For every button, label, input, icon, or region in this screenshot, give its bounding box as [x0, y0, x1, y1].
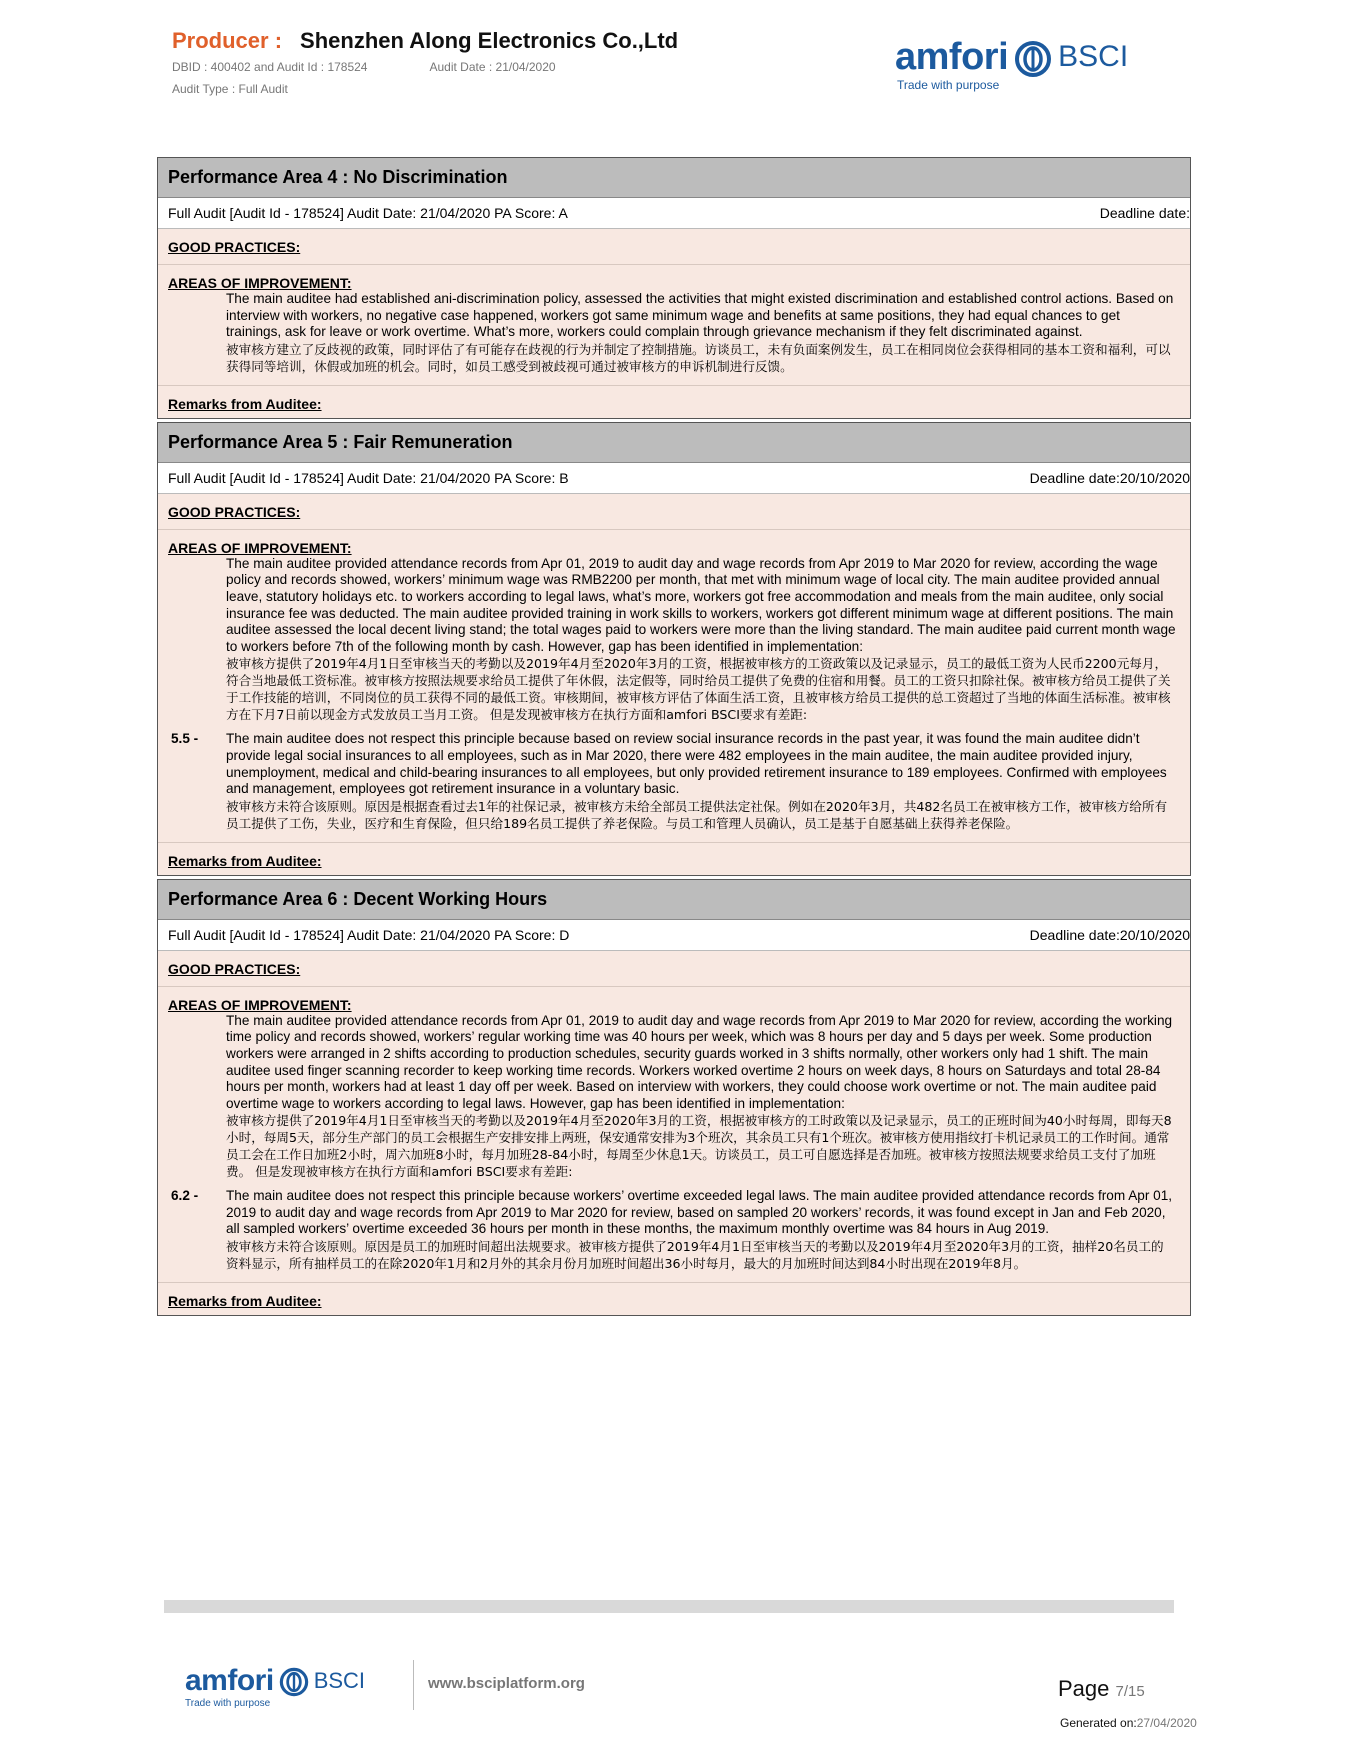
- good-practices: [158, 494, 1190, 530]
- footer-divider-bar: [164, 1600, 1174, 1613]
- audit-date: Audit Date : 21/04/2020: [429, 60, 556, 74]
- logo-tagline: Trade with purpose: [897, 78, 1000, 92]
- good-practices-label: GOOD PRACTICES:: [168, 960, 301, 977]
- footer-separator: [413, 1660, 414, 1710]
- dbid: DBID : 400402 and Audit Id : 178524: [172, 60, 368, 74]
- finding-row: [158, 1188, 1190, 1272]
- finding-row: [158, 731, 1190, 831]
- good-practices: [158, 951, 1190, 987]
- finding-zh: 被审核方未符合该原则。原因是根据查看过去1年的社保记录，被审核方未给全部员工提供法定社保。例如在2020年3月，共482名员工在被审核方工作，被审核方给所有员工提供了工伤，失业，医疗和生育保险，但只给189名员工提供了养老保险。与员工和管理人员确认，员工是基于自愿基础上获得养老保险。: [226, 798, 1168, 831]
- generated-on: [1060, 1716, 1197, 1730]
- finding-en: The main auditee does not respect this principle because based on review social insurance records in the past year, it was found the main auditee didn’t provide legal social insurances to all employees, such as in Mar 2020, there were 482 employees in the main auditee, the main auditee provided injury, unemployment, medical and child-bearing insurances to all employees, but only provided retirement insurance to 189 employees. Confirmed with employees and management, employees got retirement insurance in a voluntary basic.: [226, 731, 1167, 797]
- logo-bsci: BSCI: [313, 1668, 366, 1693]
- footer-amfori-bsci-logo: [185, 1666, 375, 1716]
- pa-info-text: Full Audit [Audit Id - 178524] Audit Date: 21/04/2020 PA Score: D: [168, 926, 570, 943]
- pa-deadline: Deadline date:: [1099, 205, 1190, 221]
- producer-label: Producer :: [172, 28, 283, 53]
- finding-en: The main auditee does not respect this principle because workers’ overtime exceeded legal laws. The main auditee provided attendance records from Apr 01, 2019 to audit day and wage records from Apr 2019 to Mar 2020 for review, based on sampled 20 workers’ records, it was found except in Jan and Feb 2020, all sampled workers’ overtime exceeded 36 hours per month in these months, the maximum monthly overtime was 84 hours in Aug 2019.: [226, 1188, 1173, 1237]
- good-practices-label: GOOD PRACTICES:: [168, 503, 301, 520]
- page-number: 7/15: [1115, 1683, 1145, 1700]
- page-indicator: [1058, 1676, 1145, 1702]
- pa-audit-info: [158, 198, 1190, 229]
- remarks-label: Remarks from Auditee:: [168, 395, 322, 412]
- intro-zh: 被审核方建立了反歧视的政策，同时评估了有可能存在歧视的行为并制定了控制措施。访谈员工，未有负面案例发生，员工在相同岗位会获得相同的基本工资和福利，可以获得同等培训，休假或加班的机会。同时，如员工感受到被歧视可通过被审核方的申诉机制进行反馈。: [226, 341, 1171, 374]
- areas-of-improvement-label: AREAS OF IMPROVEMENT:: [168, 539, 352, 556]
- logo-tagline: Trade with purpose: [185, 1698, 271, 1709]
- remarks-from-auditee: [158, 386, 1190, 418]
- good-practices-label: GOOD PRACTICES:: [168, 239, 301, 255]
- generated-label: Generated on:: [1060, 1716, 1137, 1730]
- performance-area-6: [157, 879, 1191, 1316]
- intro-en: The main auditee provided attendance records from Apr 01, 2019 to audit day and wage records from Apr 2019 to Mar 2020 for review, according the wage policy and records showed, workers’ minimum wage was RMB2200 per month, that met with minimum wage of local city. The main auditee provided annual leave, statutory holidays etc. to workers according to legal laws, what’s more, workers got free accommodation and meals from the main auditee, only social insurance fee was deducted. The main auditee provided training in work skills to workers, workers got different minimum wage at different positions. The main auditee assessed the local decent living stand; the total wages paid to workers were more than the living standard. The main auditee paid current month wage to workers before 7th of the following month by cash. However, gap has been identified in implementation:: [226, 555, 1176, 654]
- producer-name: Shenzhen Along Electronics Co.,Ltd: [300, 28, 679, 53]
- page-label: Page: [1058, 1676, 1110, 1701]
- remarks-from-auditee: [158, 843, 1190, 875]
- generated-date: 27/04/2020: [1136, 1716, 1197, 1730]
- pa-deadline: Deadline date:20/10/2020: [1029, 469, 1190, 486]
- finding-number: 6.2 -: [171, 1188, 199, 1204]
- logo-ring-icon: [1014, 40, 1052, 78]
- pa-audit-info: [158, 463, 1190, 494]
- areas-of-improvement: [158, 987, 1190, 1283]
- pa-title: Performance Area 6 : Decent Working Hours: [158, 880, 1190, 920]
- pa-title: Performance Area 4 : No Discrimination: [158, 158, 1190, 198]
- audit-type: Audit Type : Full Audit: [172, 82, 288, 96]
- intro-en: The main auditee provided attendance records from Apr 01, 2019 to audit day and wage records from Apr 2019 to Mar 2020 for review, according the working time policy and records showed, workers’ regular working time was 40 hours per week, which was 8 hours per day and 5 days per week. Some production workers were arranged in 2 shifts according to production schedules, security guards worked in 3 shifts normally, other workers only had 1 shift. The main auditee used finger scanning recorder to keep working time records. Workers worked overtime 2 hours on week days, 8 hours on Saturdays and total 28-84 hours per month, workers had at least 1 day off per week. Based on interview with workers, they could choose work overtime or not. The main auditee paid overtime wage to workers according to legal laws. However, gap has been identified in implementation:: [226, 1012, 1173, 1111]
- intro-en: The main auditee had established ani-discrimination policy, assessed the activities that might existed discrimination and established control actions. Based on interview with workers, no negative case happened, workers got same minimum wage and benefits at same positions, they had equal chances to get trainings, ask for leave or work overtime. What’s more, workers could complain through grievance mechanism if they felt discriminated against.: [226, 291, 1174, 340]
- remarks-label: Remarks from Auditee:: [168, 852, 322, 869]
- remarks-label: Remarks from Auditee:: [168, 1293, 322, 1310]
- logo-ring-icon: [279, 1667, 309, 1697]
- areas-of-improvement-label: AREAS OF IMPROVEMENT:: [168, 996, 352, 1013]
- performance-area-5: [157, 422, 1191, 876]
- performance-areas: [157, 157, 1191, 1319]
- amfori-bsci-logo: [895, 38, 1145, 94]
- pa-deadline: Deadline date:20/10/2020: [1029, 926, 1190, 943]
- good-practices: [158, 229, 1190, 265]
- intro-zh: 被审核方提供了2019年4月1日至审核当天的考勤以及2019年4月至2020年3月的工资，根据被审核方的工资政策以及记录显示，员工的最低工资为人民币2200元每月，符合当地最低工资标准。被审核方按照法规要求给员工提供了年休假，法定假等，同时给员工提供了免费的住宿和用餐。员工的工资只扣除社保。被审核方给员工提供了关于工作技能的培训，不同岗位的员工获得不同的最低工资。审核期间，被审核方评估了体面生活工资，且被审核方给员工提供的总工资超过了当地的体面生活标准。被审核方在下月7日前以现金方式发放员工当月工资。 但是发现被审核方在执行方面和amfori BSCI要求有差距:: [226, 656, 1171, 723]
- pa-info-text: Full Audit [Audit Id - 178524] Audit Date: 21/04/2020 PA Score: B: [168, 469, 569, 486]
- intro-zh: 被审核方提供了2019年4月1日至审核当天的考勤以及2019年4月至2020年3月的工资，根据被审核方的工时政策以及记录显示，员工的正班时间为40小时每周，即每天8小时，每周5天，部分生产部门的员工会根据生产安排安排上两班，保安通常安排为3个班次，其余员工只有1个班次。被审核方使用指纹打卡机记录员工的工作时间。通常员工会在工作日加班2小时，周六加班8小时，每月加班28-84小时，每周至少休息1天。访谈员工，员工可自愿选择是否加班。被审核方按照法规要求给员工支付了加班费。 但是发现被审核方在执行方面和amfori BSCI要求有差距:: [226, 1113, 1172, 1180]
- logo-word: amfori: [895, 36, 1009, 78]
- pa-title: Performance Area 5 : Fair Remuneration: [158, 423, 1190, 463]
- finding-zh: 被审核方未符合该原则。原因是员工的加班时间超出法规要求。被审核方提供了2019年4月1日至审核当天的考勤以及2019年4月至2020年3月的工资，抽样20名员工的资料显示，所有抽样员工的在除2020年1月和2月外的其余月份月加班时间超出36小时每月，最大的月加班时间达到84小时出现在2019年8月。: [226, 1239, 1164, 1272]
- audit-meta: [172, 60, 556, 74]
- pa-info-text: Full Audit [Audit Id - 178524] Audit Date: 21/04/2020 PA Score: A: [168, 205, 568, 221]
- performance-area-4: [157, 157, 1191, 419]
- areas-of-improvement: [158, 530, 1190, 843]
- logo-bsci: BSCI: [1058, 40, 1129, 73]
- finding-number: 5.5 -: [171, 731, 199, 747]
- areas-of-improvement: [158, 265, 1190, 386]
- remarks-from-auditee: [158, 1283, 1190, 1315]
- producer-line: [172, 28, 678, 54]
- logo-word: amfori: [185, 1664, 274, 1697]
- pa-audit-info: [158, 920, 1190, 951]
- areas-of-improvement-label: AREAS OF IMPROVEMENT:: [168, 275, 352, 291]
- footer-url[interactable]: www.bsciplatform.org: [428, 1675, 585, 1692]
